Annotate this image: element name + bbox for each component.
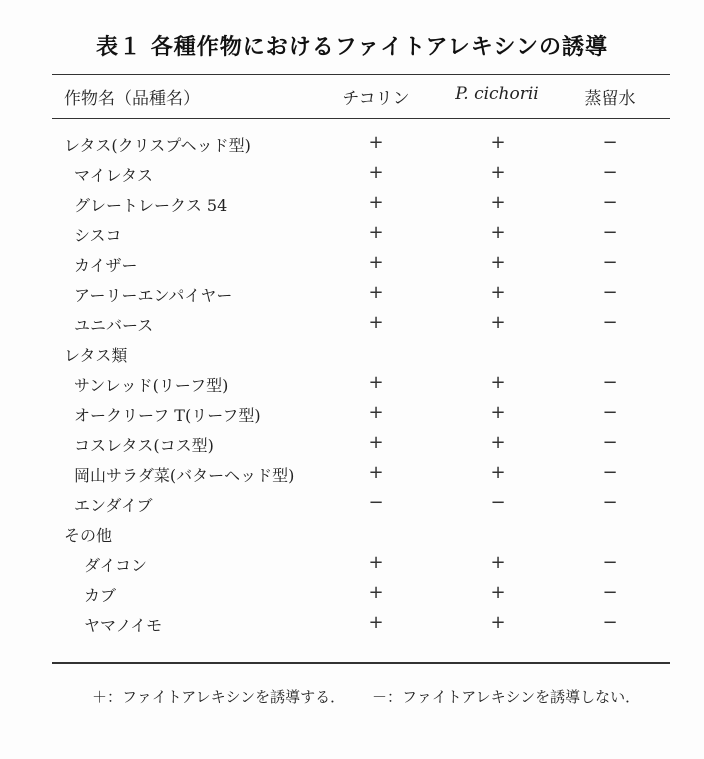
crop-name: シスコ <box>74 226 122 245</box>
table-row <box>0 460 704 490</box>
crop-name: ユニバース <box>74 316 154 335</box>
result-distilled-water: − <box>602 372 618 393</box>
crop-name: ヤマノイモ <box>84 616 163 635</box>
crop-name: グレートレークス 54 <box>74 196 228 215</box>
crop-name: カブ <box>84 586 117 605</box>
crop-name: アーリーエンパイヤー <box>74 286 233 305</box>
result-distilled-water: − <box>602 222 618 243</box>
result-distilled-water: − <box>602 462 618 483</box>
table-row <box>0 190 704 220</box>
crop-name: 岡山サラダ菜(バターヘッド型) <box>74 466 295 485</box>
result-p-cichorii: + <box>490 372 506 393</box>
header-crop: 作物名（品種名） <box>64 89 200 109</box>
table-row <box>0 610 704 640</box>
table-row <box>0 490 704 520</box>
table-row <box>0 250 704 280</box>
result-p-cichorii: + <box>490 582 506 603</box>
result-distilled-water: − <box>602 282 618 303</box>
result-distilled-water: − <box>602 552 618 573</box>
result-p-cichorii: + <box>490 312 506 333</box>
crop-name: コスレタス(コス型) <box>74 436 214 455</box>
table-row <box>0 130 704 160</box>
result-chicorin: − <box>368 492 384 513</box>
crop-name: ダイコン <box>84 556 148 575</box>
crop-name: エンダイブ <box>74 496 153 515</box>
header-p-cichorii: P. cichorii <box>455 84 539 104</box>
result-distilled-water: − <box>602 612 618 633</box>
result-distilled-water: − <box>602 132 618 153</box>
crop-name: オークリーフ T(リーフ型) <box>74 406 261 425</box>
table-row <box>0 220 704 250</box>
result-distilled-water: − <box>602 312 618 333</box>
result-chicorin: + <box>368 162 384 183</box>
header-chicorin: チコリン <box>342 89 410 109</box>
crop-name: マイレタス <box>74 166 154 185</box>
result-chicorin: + <box>368 222 384 243</box>
result-distilled-water: − <box>602 582 618 603</box>
table-row <box>0 340 704 370</box>
result-chicorin: + <box>368 402 384 423</box>
result-chicorin: + <box>368 282 384 303</box>
result-p-cichorii: + <box>490 462 506 483</box>
result-chicorin: + <box>368 372 384 393</box>
table-row <box>0 400 704 430</box>
result-chicorin: + <box>368 132 384 153</box>
table-row <box>0 430 704 460</box>
crop-name: その他 <box>64 526 113 545</box>
crop-name: カイザー <box>74 256 138 275</box>
table-title: 表１ 各種作物におけるファイトアレキシンの誘導 <box>96 35 608 60</box>
result-p-cichorii: + <box>490 552 506 573</box>
footnote-minus: －：ファイトアレキシンを誘導しない． <box>372 688 641 706</box>
table-row <box>0 520 704 550</box>
footnote-plus: ＋：ファイトアレキシンを誘導する． <box>92 688 346 706</box>
result-distilled-water: − <box>602 402 618 423</box>
result-distilled-water: − <box>602 192 618 213</box>
result-chicorin: + <box>368 552 384 573</box>
result-p-cichorii: + <box>490 612 506 633</box>
header-rule <box>52 118 670 119</box>
table-row <box>0 280 704 310</box>
crop-name: レタス類 <box>64 346 128 365</box>
result-p-cichorii: + <box>490 132 506 153</box>
result-chicorin: + <box>368 432 384 453</box>
result-p-cichorii: + <box>490 402 506 423</box>
result-chicorin: + <box>368 192 384 213</box>
table-row <box>0 550 704 580</box>
bottom-rule <box>52 662 670 664</box>
table-row <box>0 160 704 190</box>
result-p-cichorii: + <box>490 282 506 303</box>
crop-name: サンレッド(リーフ型) <box>74 376 229 395</box>
table-row <box>0 370 704 400</box>
result-p-cichorii: + <box>490 162 506 183</box>
result-p-cichorii: + <box>490 192 506 213</box>
result-distilled-water: − <box>602 162 618 183</box>
result-distilled-water: − <box>602 252 618 273</box>
result-chicorin: + <box>368 612 384 633</box>
table-row <box>0 310 704 340</box>
table-body <box>0 130 704 640</box>
result-p-cichorii: + <box>490 432 506 453</box>
result-distilled-water: − <box>602 432 618 453</box>
table-row <box>0 580 704 610</box>
header-distilled-water: 蒸留水 <box>584 89 636 109</box>
result-chicorin: + <box>368 312 384 333</box>
crop-name: レタス(クリスプヘッド型) <box>64 136 251 155</box>
result-chicorin: + <box>368 462 384 483</box>
result-p-cichorii: + <box>490 222 506 243</box>
result-p-cichorii: − <box>490 492 506 513</box>
result-p-cichorii: + <box>490 252 506 273</box>
result-chicorin: + <box>368 582 384 603</box>
top-rule <box>52 74 670 75</box>
result-distilled-water: − <box>602 492 618 513</box>
result-chicorin: + <box>368 252 384 273</box>
